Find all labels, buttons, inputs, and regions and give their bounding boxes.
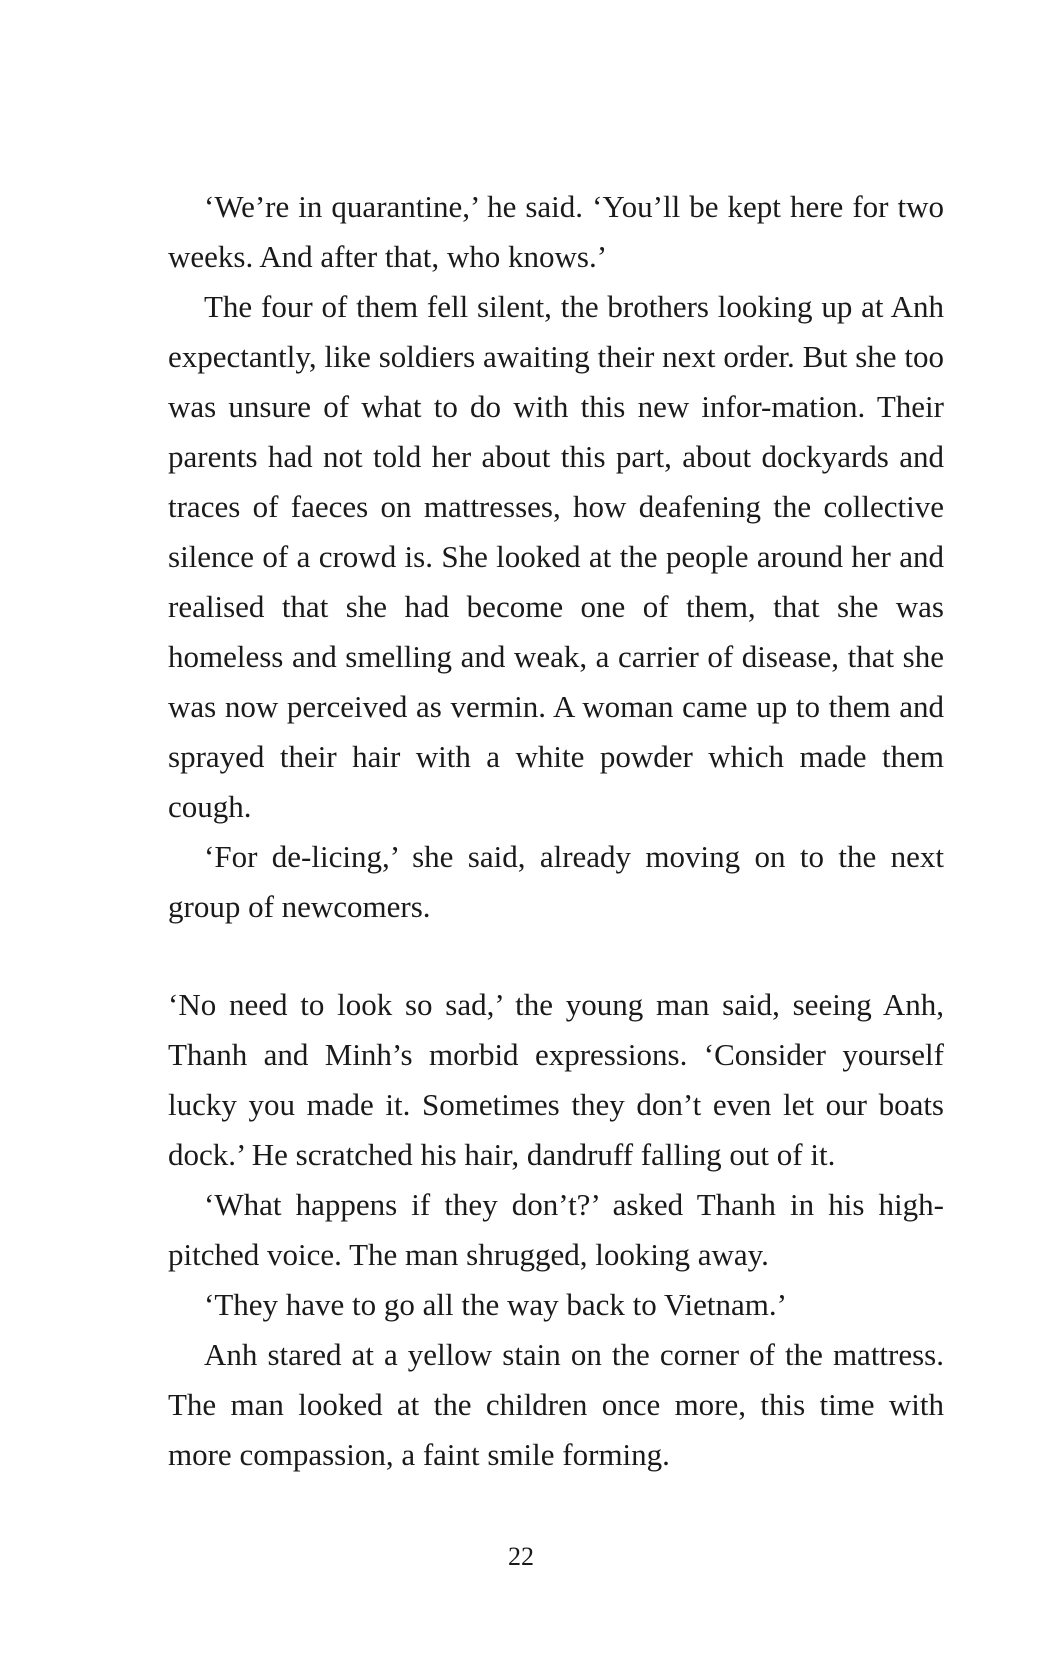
paragraph-yellow-stain: Anh stared at a yellow stain on the corner of the mattress. The man looked at the children once more, this time with more compassion, a faint smile forming.	[168, 1337, 944, 1472]
paragraph-de-licing: ‘For de-licing,’ she said, already moving on to the next group of newcomers.	[168, 839, 944, 924]
section-two	[168, 980, 944, 1480]
section-one	[168, 182, 944, 932]
page-number: 22	[508, 1542, 534, 1571]
paragraph-quarantine: ‘We’re in quarantine,’ he said. ‘You’ll be kept here for two weeks. And after that, who knows.’	[168, 189, 944, 274]
paragraph-what-happens: ‘What happens if they don’t?’ asked Thanh in his high-pitched voice. The man shrugged, looking away.	[168, 1187, 944, 1272]
paragraph-back-to-vietnam: ‘They have to go all the way back to Vietnam.’	[204, 1287, 787, 1322]
paragraph-no-need: ‘No need to look so sad,’ the young man said, seeing Anh, Thanh and Minh’s morbid expressions. ‘Consider yourself lucky you made it. Sometimes they don’t even let our boats dock.’ He scratched his hair, dandruff falling out of it.	[168, 987, 944, 1172]
paragraph-fell-silent: The four of them fell silent, the brothers looking up at Anh expectantly, like soldiers awaiting their next order. But she too was unsure of what to do with this new infor-mation. Their parents had not told her about this part, about dockyards and traces of faeces on mattresses, how deafening the collective silence of a crowd is. She looked at the people around her and realised that she had become one of them, that she was homeless and smelling and weak, a carrier of disease, that she was now perceived as vermin. A woman came up to them and sprayed their hair with a white powder which made them cough.	[168, 289, 944, 824]
